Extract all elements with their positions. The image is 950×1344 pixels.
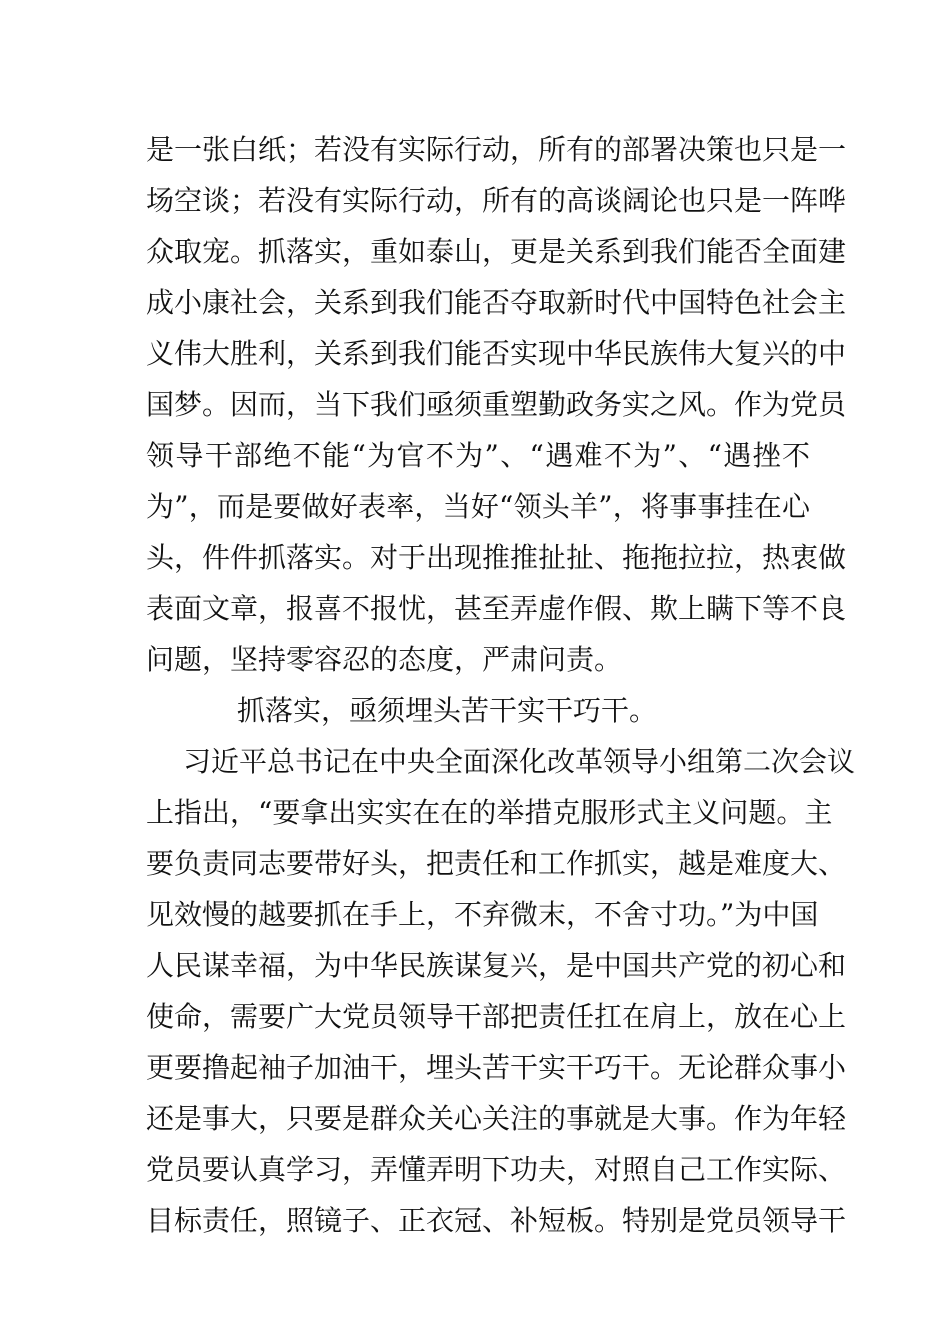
body-text-line: 更要撸起袖子加油干，埋头苦干实干巧干。无论群众事小: [146, 1051, 847, 1084]
body-text-line: 头，件件抓落实。对于出现推推扯扯、拖拖拉拉，热衷做: [146, 541, 847, 574]
body-text-line: 见效慢的越要抓在手上，不弃微末，不舍寸功。”为中国: [146, 898, 819, 931]
body-text-line: 场空谈；若没有实际行动，所有的高谈阔论也只是一阵哗: [146, 184, 847, 217]
body-text-line: 众取宠。抓落实，重如泰山，更是关系到我们能否全面建: [146, 235, 847, 268]
body-text-line: 使命，需要广大党员领导干部把责任扛在肩上，放在心上: [146, 1000, 847, 1033]
body-text-line: 要负责同志要带好头，把责任和工作抓实，越是难度大、: [146, 847, 847, 880]
body-text-line: 表面文章，报喜不报忧，甚至弄虚作假、欺上瞒下等不良: [146, 592, 847, 625]
body-text-line: 问题，坚持零容忍的态度，严肃问责。: [146, 643, 623, 676]
body-text-line: 目标责任，照镜子、正衣冠、补短板。特别是党员领导干: [146, 1204, 847, 1237]
body-text-line: 还是事大，只要是群众关心关注的事就是大事。作为年轻: [146, 1102, 847, 1135]
body-text-line: 义伟大胜利，关系到我们能否实现中华民族伟大复兴的中: [146, 337, 847, 370]
body-text-line: 为”，而是要做好表率，当好“领头羊”，将事事挂在心: [146, 490, 810, 523]
body-text-line: 是一张白纸；若没有实际行动，所有的部署决策也只是一: [146, 133, 847, 166]
body-text-line: 上指出，“要拿出实实在在的举措克服形式主义问题。主: [146, 796, 833, 829]
body-text-line: 国梦。因而，当下我们亟须重塑勤政务实之风。作为党员: [146, 388, 847, 421]
body-text-line: 成小康社会，关系到我们能否夺取新时代中国特色社会主: [146, 286, 847, 319]
section-heading: 抓落实，亟须埋头苦干实干巧干。: [237, 694, 658, 727]
body-text-line: 领导干部绝不能“为官不为”、“遇难不为”、“遇挫不: [146, 439, 810, 472]
body-text-line: 党员要认真学习，弄懂弄明下功夫，对照自己工作实际、: [146, 1153, 847, 1186]
body-text-line: 人民谋幸福，为中华民族谋复兴，是中国共产党的初心和: [146, 949, 847, 982]
body-text-line: 习近平总书记在中央全面深化改革领导小组第二次会议: [183, 745, 856, 778]
